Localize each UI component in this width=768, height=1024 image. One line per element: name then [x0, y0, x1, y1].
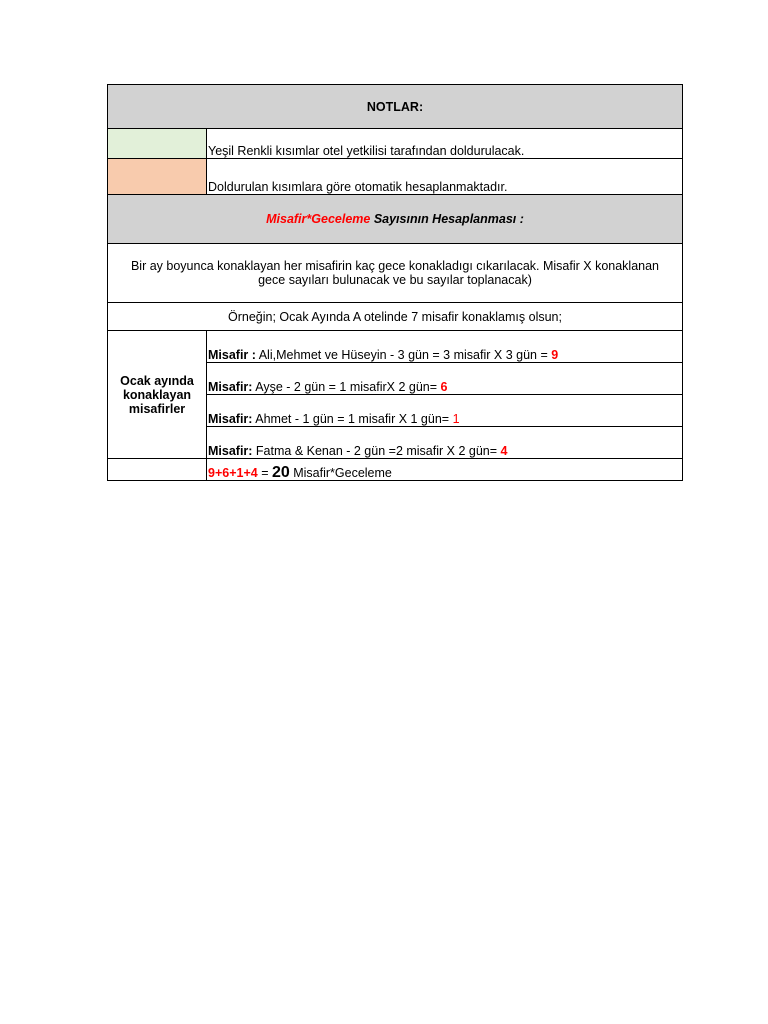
guest-row[interactable] [207, 331, 683, 363]
calc-title-cell[interactable] [108, 195, 683, 244]
total-value: 20 [271, 464, 290, 481]
calc-title-highlight: Misafir*Geceleme [266, 212, 371, 226]
side-label-text: Ocak ayında konaklayan misafirler [120, 373, 194, 416]
notes-title: NOTLAR: [366, 99, 424, 114]
guest-row-label: Misafir: [208, 444, 253, 458]
side-label-cell[interactable] [108, 331, 207, 459]
guest-row-result: 1 [452, 412, 460, 426]
green-note-cell[interactable] [207, 129, 683, 159]
notes-title-cell[interactable] [108, 85, 683, 129]
guest-row[interactable] [207, 395, 683, 427]
guest-row-result: 9 [551, 348, 559, 362]
guest-row[interactable] [207, 363, 683, 395]
description-cell[interactable] [108, 244, 683, 303]
guest-row-result: 6 [440, 380, 448, 394]
total-equals: = [257, 466, 272, 480]
description-text: Bir ay boyunca konaklayan her misafirin kaç gece konakladıgı cıkarılacak. Misafir X konaklanan gece sayıları bulunacak ve bu sayılar toplanacak) [130, 259, 660, 287]
guest-row-label: Misafir: [208, 380, 253, 394]
guest-row-label: Misafir : [208, 348, 256, 362]
total-sum-expression: 9+6+1+4 [208, 466, 258, 480]
orange-swatch-cell[interactable] [108, 159, 207, 195]
guest-row-text: Fatma & Kenan - 2 gün =2 misafir X 2 gün= [252, 444, 501, 458]
green-swatch-cell[interactable] [108, 129, 207, 159]
orange-note-text: Doldurulan kısımlara göre otomatik hesaplanmaktadır. [208, 180, 508, 194]
notes-table [107, 84, 683, 481]
guest-row[interactable] [207, 427, 683, 459]
example-intro-text: Örneğin; Ocak Ayında A otelinde 7 misafir konaklamış olsun; [228, 309, 562, 324]
example-intro-cell[interactable] [108, 303, 683, 331]
guest-row-result: 4 [500, 444, 508, 458]
total-cell[interactable] [207, 459, 683, 481]
guest-row-text: Ayşe - 2 gün = 1 misafirX 2 gün= [252, 380, 441, 394]
total-empty-cell[interactable] [108, 459, 207, 481]
guest-row-text: Ahmet - 1 gün = 1 misafir X 1 gün= [252, 412, 453, 426]
green-note-text: Yeşil Renkli kısımlar otel yetkilisi tarafından doldurulacak. [208, 144, 525, 158]
orange-note-cell[interactable] [207, 159, 683, 195]
guest-row-text: Ali,Mehmet ve Hüseyin - 3 gün = 3 misafir X 3 gün = [255, 348, 552, 362]
guest-row-label: Misafir: [208, 412, 253, 426]
calc-title-text: Sayısının Hesaplanması : [370, 212, 524, 226]
total-unit: Misafir*Geceleme [289, 466, 392, 480]
